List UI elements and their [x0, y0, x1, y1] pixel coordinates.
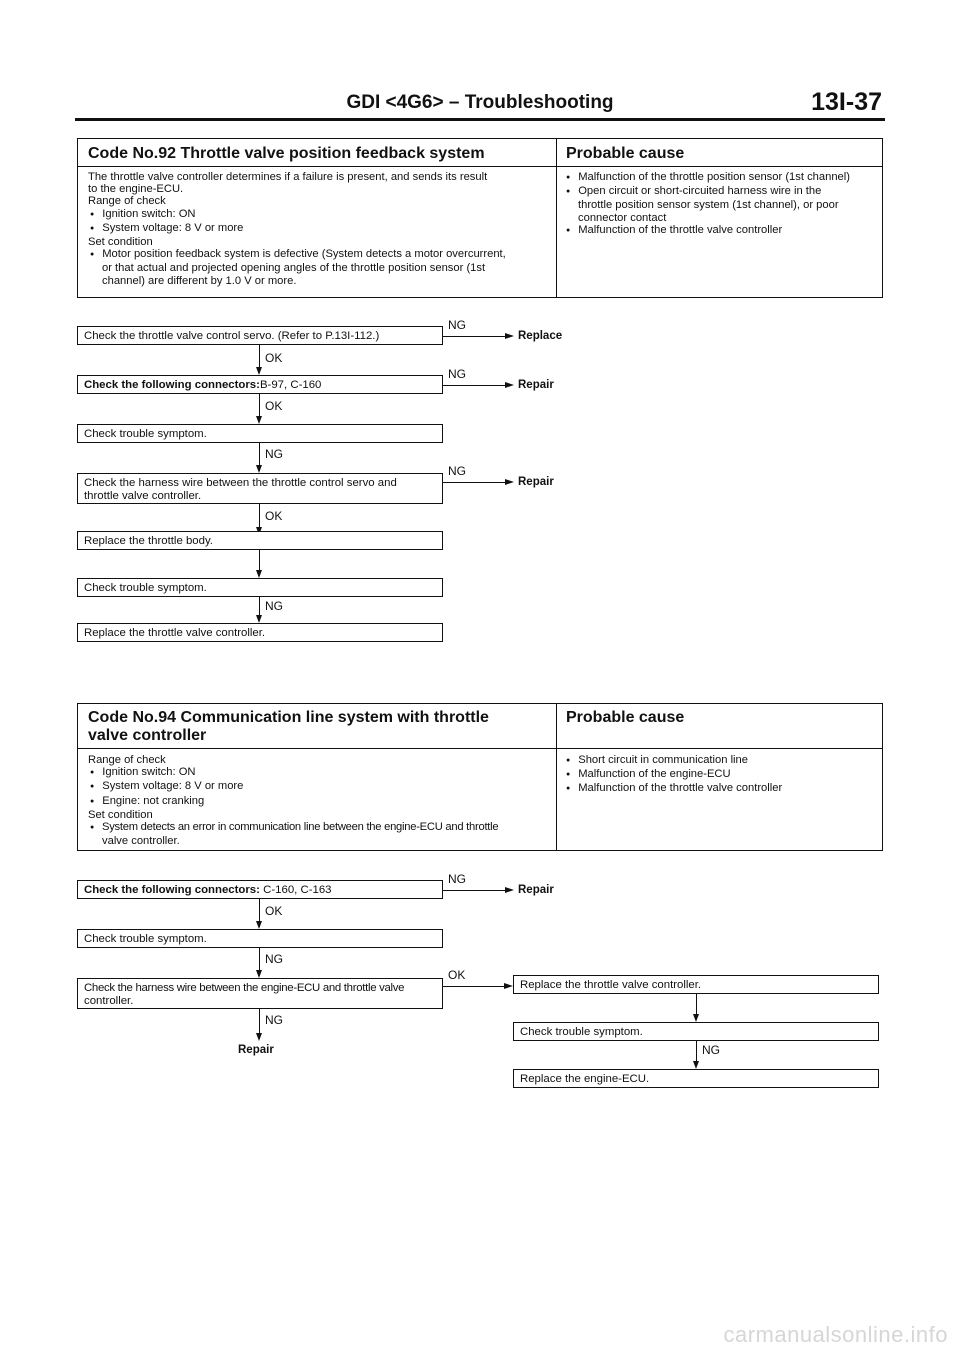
ng-connector — [443, 482, 505, 483]
ng-label: NG — [265, 1013, 283, 1027]
step-text: Replace the throttle valve controller. — [520, 979, 702, 991]
ok-connector — [259, 394, 260, 416]
table-divider — [78, 748, 882, 749]
step-text: Check trouble symptom. — [84, 933, 207, 945]
arrow-right-icon — [505, 479, 514, 485]
ok-label: OK — [448, 968, 466, 982]
ok-connector — [443, 986, 504, 987]
flow92-step-replace-body — [77, 531, 443, 550]
flow94-step-replace-ecu — [513, 1069, 879, 1088]
ng-label: NG — [448, 367, 466, 381]
flow94-step-symptom-2 — [513, 1022, 879, 1041]
desc-line: to the engine-ECU. — [88, 183, 184, 196]
arrow-down-icon — [693, 1061, 699, 1069]
range-item: ● System voltage: 8 V or more — [88, 780, 550, 794]
arrow-down-icon — [256, 416, 262, 424]
step-text: Replace the engine-ECU. — [520, 1073, 650, 1085]
ng-label: NG — [448, 872, 466, 886]
ng-connector — [443, 336, 505, 337]
step-text: Check trouble symptom. — [84, 428, 207, 440]
set-item: channel) are different by 1.0 V or more. — [102, 274, 297, 287]
table-divider — [556, 704, 557, 850]
ok-label: OK — [265, 351, 283, 365]
code94-causes — [564, 754, 880, 797]
ng-label: NG — [448, 464, 466, 478]
code94-title-line: Code No.94 Communication line system with throttle — [88, 709, 489, 726]
arrow-right-icon — [505, 887, 514, 893]
cause-item: ● Malfunction of the throttle valve controller — [564, 782, 880, 796]
page-number: 13I-37 — [811, 88, 882, 116]
cause-item: ● Short circuit in communication line — [564, 754, 880, 768]
table-divider — [556, 139, 557, 297]
step-text: Check the harness wire between the throttle control servo and — [84, 477, 397, 489]
ng-connector — [259, 443, 260, 465]
step-text: C-160, C-163 — [263, 884, 332, 896]
flow92-step-symptom — [77, 424, 443, 443]
arrow-down-icon — [256, 570, 262, 578]
step-text: Check the throttle valve control servo. (Refer to P.13I-112.) — [84, 330, 380, 342]
flow94-step-symptom — [77, 929, 443, 948]
set-condition-label: Set condition — [88, 236, 153, 249]
ok-connector — [259, 504, 260, 527]
ng-connector — [696, 1041, 697, 1061]
ng-connector — [443, 890, 505, 891]
set-condition-label: Set condition — [88, 808, 153, 821]
connector — [696, 994, 697, 1014]
step-text: controller. — [84, 994, 134, 1007]
step-text: Replace the throttle valve controller. — [84, 627, 266, 639]
ng-label: NG — [265, 447, 283, 461]
code92-table — [77, 138, 883, 298]
arrow-down-icon — [256, 367, 262, 375]
ng-connector — [259, 1009, 260, 1033]
code92-description — [88, 171, 550, 287]
ok-connector — [259, 899, 260, 921]
cause-item: ● Malfunction of the throttle position sensor (1st channel) — [564, 171, 880, 185]
arrow-right-icon — [504, 983, 513, 989]
ok-connector — [259, 345, 260, 367]
ng-label: NG — [265, 952, 283, 966]
watermark: carmanualsonline.info — [723, 1322, 948, 1347]
arrow-right-icon — [505, 382, 514, 388]
code92-causes — [564, 171, 880, 238]
cause-item: connector contact — [578, 211, 667, 224]
ng-connector — [259, 948, 260, 970]
set-item: ● System detects an error in communication line between the engine-ECU and throttle — [88, 821, 550, 835]
arrow-down-icon — [256, 921, 262, 929]
ng-label: NG — [702, 1043, 720, 1057]
flow92-step-harness — [77, 473, 443, 504]
range-item: ● Ignition switch: ON — [88, 766, 550, 780]
code92-title: Code No.92 Throttle valve position feedback system — [88, 145, 485, 162]
result-repair: Repair — [518, 884, 554, 896]
arrow-down-icon — [256, 1033, 262, 1041]
step-text: Check the harness wire between the engine-ECU and throttle valve — [84, 982, 405, 994]
cause-item: ● Malfunction of the throttle valve controller — [564, 224, 880, 238]
result-repair: Repair — [518, 476, 554, 488]
cause-item: throttle position sensor system (1st channel), or poor — [578, 199, 839, 212]
set-item: ● Motor position feedback system is defective (System detects a motor overcurrent, — [88, 248, 550, 262]
step-text: Check trouble symptom. — [84, 582, 207, 594]
connector — [259, 550, 260, 570]
range-label: Range of check — [88, 754, 166, 766]
ok-label: OK — [265, 399, 283, 413]
arrow-down-icon — [256, 465, 262, 473]
set-item: valve controller. — [102, 835, 180, 848]
code92-cause-title: Probable cause — [566, 145, 685, 162]
flow92-step-symptom-2 — [77, 578, 443, 597]
code94-description — [88, 754, 550, 847]
step-text: B-97, C-160 — [259, 379, 322, 391]
ok-label: OK — [265, 904, 283, 918]
step-bold: Check the following connectors: — [84, 379, 260, 391]
ok-label: OK — [265, 509, 283, 523]
flow94-step-harness — [77, 978, 443, 1009]
code94-cause-title: Probable cause — [566, 709, 685, 726]
page-title: GDI <4G6> – Troubleshooting — [346, 92, 614, 113]
arrow-right-icon — [505, 333, 514, 339]
step-text: throttle valve controller. — [84, 489, 202, 502]
result-repair: Repair — [238, 1044, 274, 1056]
range-item: ● Ignition switch: ON — [88, 208, 550, 222]
code94-title-line: valve controller — [88, 727, 207, 744]
ng-connector — [443, 385, 505, 386]
step-bold: Check the following connectors: — [84, 884, 260, 896]
cause-item: ● Malfunction of the engine-ECU — [564, 768, 880, 782]
desc-line: Range of check — [88, 195, 166, 208]
arrow-down-icon — [256, 970, 262, 978]
ng-label: NG — [265, 599, 283, 613]
range-item: ● System voltage: 8 V or more — [88, 222, 550, 236]
header-rule — [75, 118, 885, 121]
step-text: Replace the throttle body. — [84, 535, 213, 547]
set-item: or that actual and projected opening angles of the throttle position sensor (1st — [102, 262, 486, 275]
ng-label: NG — [448, 318, 466, 332]
arrow-down-icon — [256, 615, 262, 623]
code94-table — [77, 703, 883, 851]
ng-connector — [259, 597, 260, 615]
arrow-down-icon — [693, 1014, 699, 1022]
code94-title — [88, 709, 489, 745]
step-text: Check trouble symptom. — [520, 1026, 643, 1038]
result-repair: Repair — [518, 379, 554, 391]
desc-line: The throttle valve controller determines if a failure is present, and sends its result — [88, 171, 488, 183]
flow94-step-replace-controller — [513, 975, 879, 994]
flow94-step-connectors — [77, 880, 443, 899]
table-divider — [78, 166, 882, 167]
flow92-step-connectors — [77, 375, 443, 394]
result-replace: Replace — [518, 330, 563, 342]
cause-item: ● Open circuit or short-circuited harness wire in the — [564, 185, 880, 199]
flow92-step-replace-controller — [77, 623, 443, 642]
range-item: ● Engine: not cranking — [88, 795, 550, 809]
flow92-step-servo — [77, 326, 443, 345]
